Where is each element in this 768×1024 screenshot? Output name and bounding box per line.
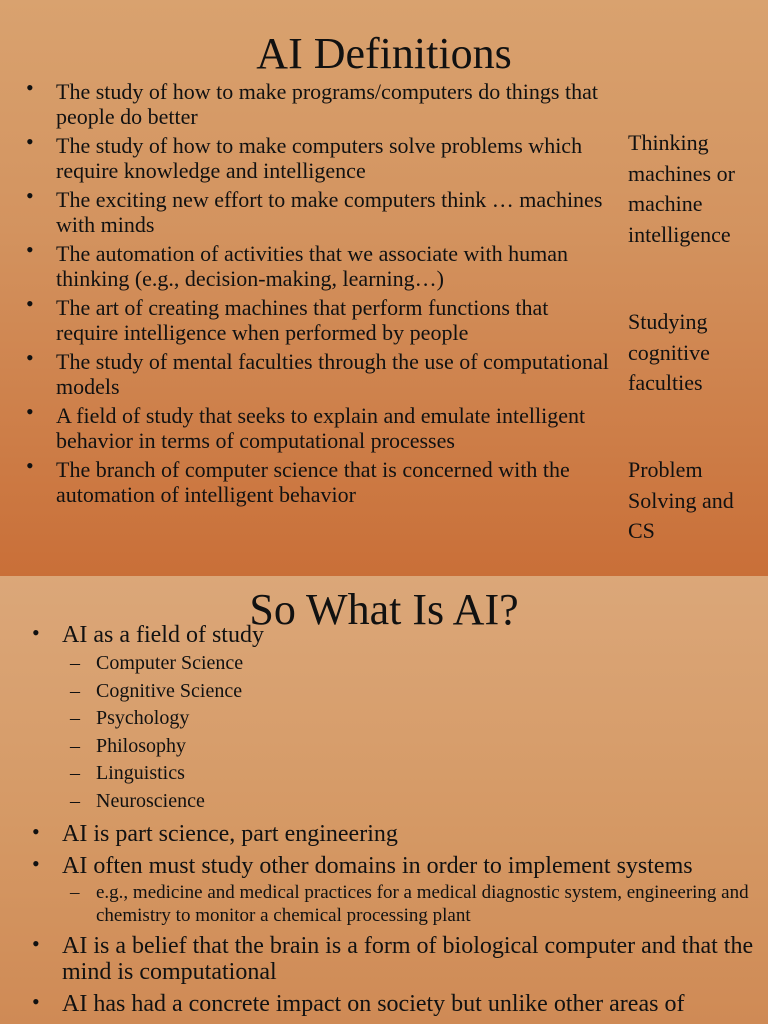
list-item: • The study of mental faculties through the use of computational models [26,345,609,399]
example-list [62,881,760,927]
slide-title: So What Is AI? [249,585,519,634]
dash-icon: – [70,762,80,784]
list-item: • AI has had a concrete impact on society but unlike other areas of [32,989,685,1017]
fields-list [62,650,760,815]
list-item: – e.g., medicine and medical practices for a medical diagnostic system, engineering and chemistry to monitor a chemical processing plant [70,882,749,926]
bullet-icon: • [32,620,40,645]
list-item: • A field of study that seeks to explain and emulate intelligent behavior in terms of computational processes [26,399,586,453]
bullet-icon: • [26,453,34,478]
list-item: – Neuroscience [62,788,760,816]
list-item: – Linguistics [62,760,760,788]
bullet-icon: • [26,345,34,370]
bullet-icon: • [32,819,40,844]
list-item: • The art of creating machines that perform functions that require intelligence when performed by people [26,291,549,345]
bullet-icon: • [26,237,34,262]
slide-so-what-is-ai [0,576,768,1024]
side-label-problem-solving: Problem Solving and CS [628,457,734,543]
definitions-list [24,75,614,512]
dash-icon: – [70,734,80,757]
list-item: • AI often must study other domains in order to implement systems – e.g., medicine and medical practices for a medical diagnostic system, engineering and chemistry to monitor a chemical processing plant [30,853,760,927]
bullet-icon: • [26,291,34,316]
dash-icon: – [70,679,80,702]
bullet-icon: • [26,75,34,100]
list-item: • AI is a belief that the brain is a form of biological computer and that the mind is computational [32,931,754,985]
side-label-cognitive-faculties: Studying cognitive faculties [628,309,710,395]
dash-icon: – [70,882,80,903]
bullet-icon: • [32,989,40,1014]
dash-icon: – [70,652,80,674]
bullet-icon: • [32,931,40,956]
bullet-icon: • [26,399,34,424]
list-item: – Computer Science [62,650,760,678]
list-item: – Cognitive Science [62,678,760,706]
list-item: • The branch of computer science that is concerned with the automation of intelligent behavior [26,453,570,507]
list-item: • The study of how to make computers solve problems which require knowledge and intelligence [26,129,583,183]
dash-icon: – [70,707,80,729]
list-item: – Psychology [62,705,760,733]
bullet-icon: • [32,851,40,876]
list-item: • The automation of activities that we associate with human thinking (e.g., decision-making, learning…) [26,237,568,291]
bullet-icon: • [26,129,34,154]
bullet-icon: • [26,183,34,208]
list-item: – Philosophy [62,733,760,761]
list-item: • AI is part science, part engineering [32,819,398,847]
ai-points-list [30,622,760,1023]
slide-title: AI Definitions [256,29,512,78]
list-item: • The exciting new effort to make computers think … machines with minds [26,183,603,237]
list-item: • The study of how to make programs/computers do things that people do better [26,75,598,129]
dash-icon: – [70,789,80,812]
side-label-thinking-machines: Thinking machines or machine intelligence [628,130,735,247]
list-item: • AI as a field of study – Computer Science – Cognitive Science – Psychology – Philosophy – Linguistics – Neuroscience [30,622,760,815]
